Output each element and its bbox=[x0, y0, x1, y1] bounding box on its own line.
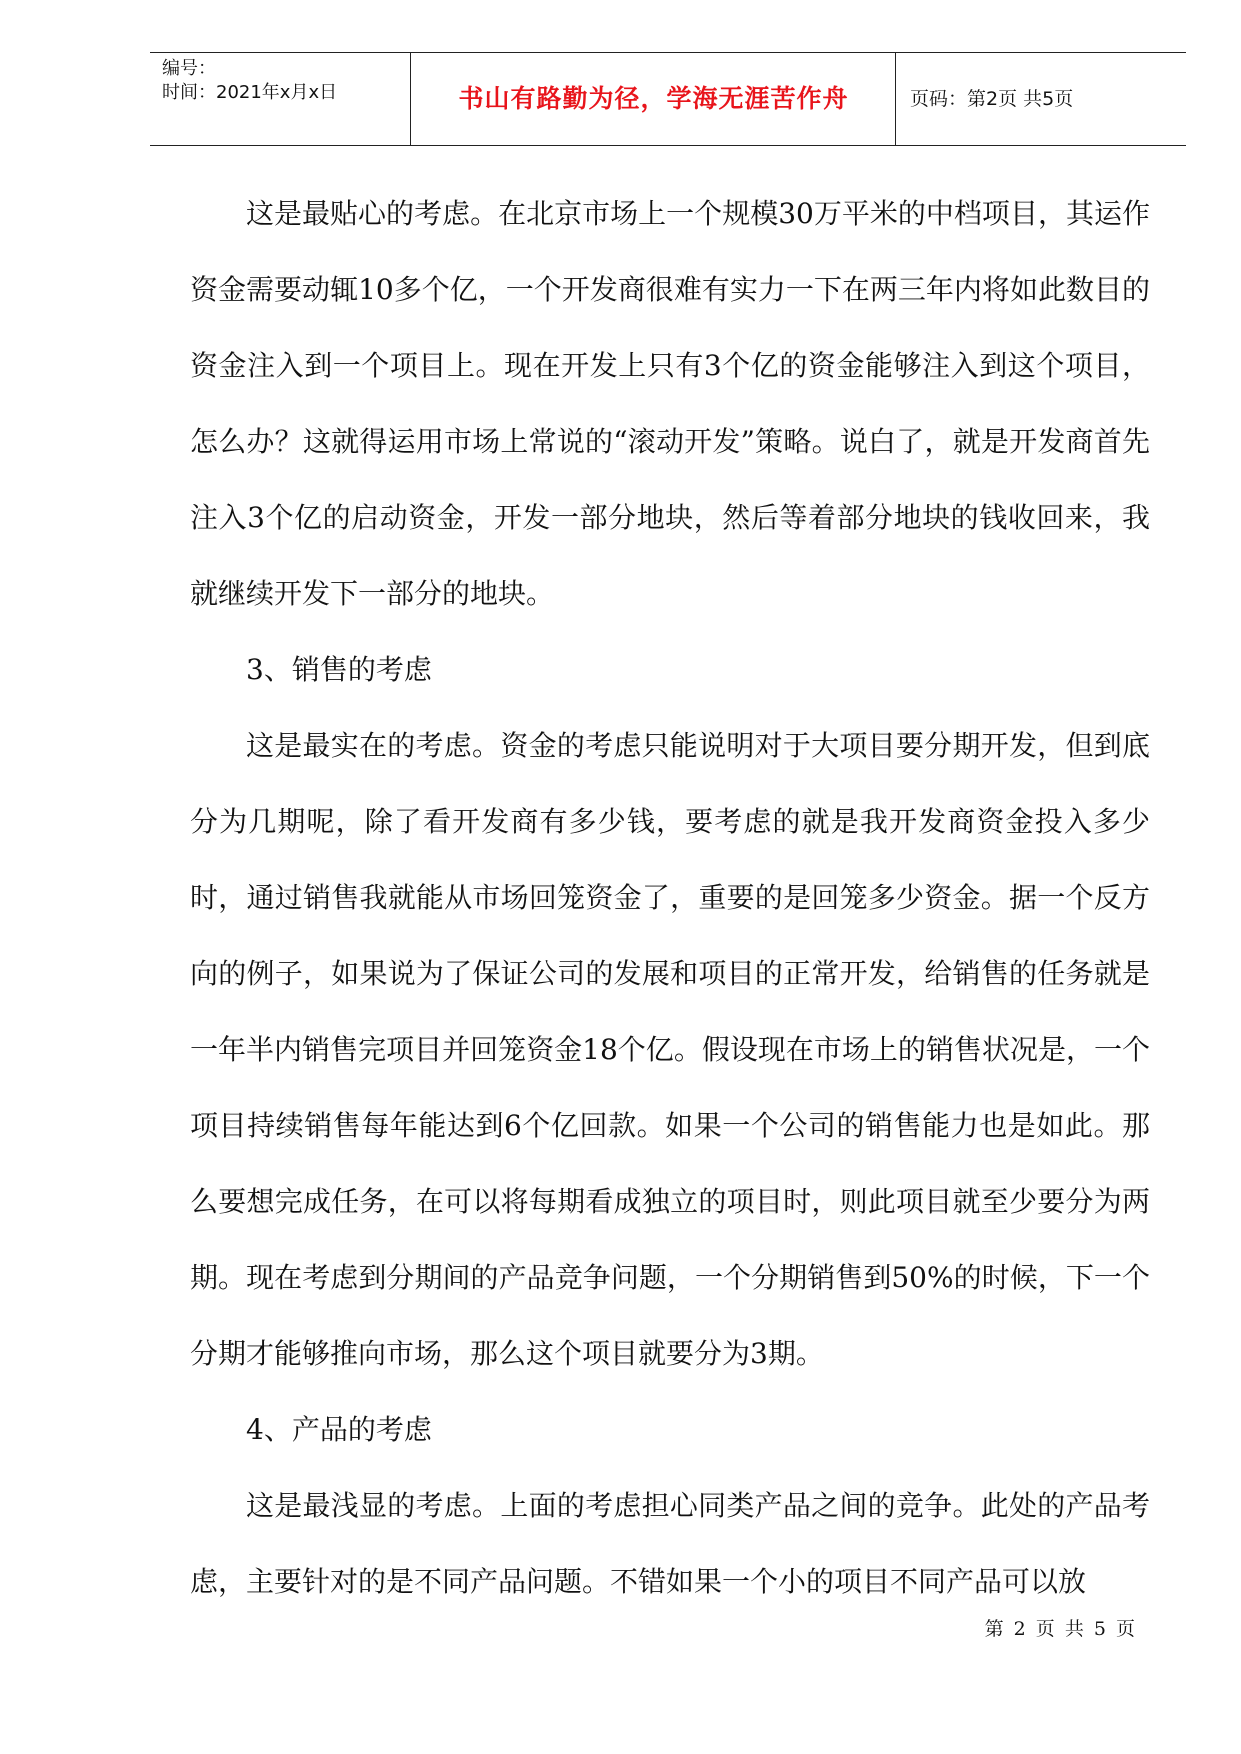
header-divider bbox=[410, 53, 411, 145]
body-paragraph: 这是最贴心的考虑。在北京市场上一个规模30万平米的中档项目，其运作资金需要动辄10多个亿，一个开发商很难有实力一下在两三年内将如此数目的资金注入到一个项目上。现在开发上只有3个亿的资金能够注入到这个项目，怎么办？这就得运用市场上常说的“滚动开发”策略。说白了，就是开发商首先注入3个亿的启动资金，开发一部分地块，然后等着部分地块的钱收回来，我就继续开发下一部分的地块。 bbox=[190, 197, 1150, 610]
document-body bbox=[190, 176, 1150, 1620]
header-page-number: 页码：第2页 共5页 bbox=[910, 88, 1074, 110]
section-heading: 3、销售的考虑 bbox=[246, 653, 432, 686]
page-footer: 第 2 页 共 5 页 bbox=[984, 1618, 1137, 1640]
body-paragraph: 这是最浅显的考虑。上面的考虑担心同类产品之间的竞争。此处的产品考虑，主要针对的是不同产品问题。不错如果一个小的项目不同产品可以放 bbox=[190, 1489, 1150, 1598]
document-number-label: 编号： bbox=[162, 58, 216, 79]
body-paragraph: 这是最实在的考虑。资金的考虑只能说明对于大项目要分期开发，但到底分为几期呢，除了看开发商有多少钱，要考虑的就是我开发商资金投入多少时，通过销售我就能从市场回笼资金了，重要的是回笼多少资金。据一个反方向的例子，如果说为了保证公司的发展和项目的正常开发，给销售的任务就是一年半内销售完项目并回笼资金18个亿。假设现在市场上的销售状况是，一个项目持续销售每年能达到6个亿回款。如果一个公司的销售能力也是如此。那么要想完成任务，在可以将每期看成独立的项目时，则此项目就至少要分为两期。现在考虑到分期间的产品竞争问题，一个分期销售到50%的时候，下一个分期才能够推向市场，那么这个项目就要分为3期。 bbox=[190, 729, 1150, 1370]
document-time-label: 时间：2021年x月x日 bbox=[162, 82, 338, 103]
header-divider bbox=[895, 53, 896, 145]
section-heading: 4、产品的考虑 bbox=[246, 1413, 432, 1446]
header-motto: 书山有路勤为径，学海无涯苦作舟 bbox=[458, 84, 849, 113]
page-header bbox=[150, 52, 1186, 146]
